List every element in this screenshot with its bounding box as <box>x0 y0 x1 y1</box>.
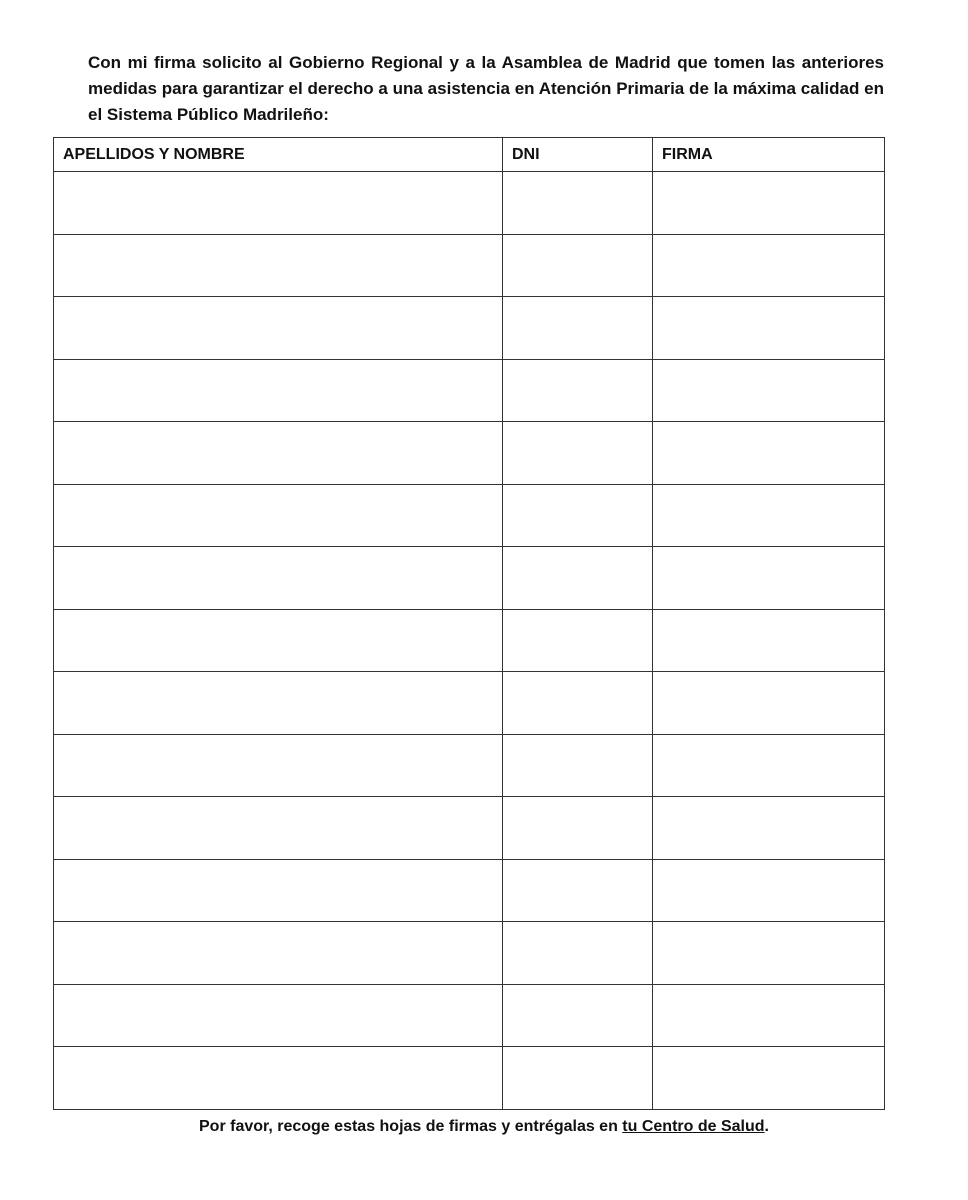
name-cell[interactable] <box>54 234 503 297</box>
name-cell[interactable] <box>54 672 503 735</box>
footer-instruction <box>0 1116 968 1138</box>
firma-cell[interactable] <box>653 797 885 860</box>
firma-cell[interactable] <box>653 422 885 485</box>
dni-cell[interactable] <box>503 797 653 860</box>
name-cell[interactable] <box>54 297 503 360</box>
footer-text: Por favor, recoge estas hojas de firmas y entrégalas en <box>199 1118 623 1135</box>
signature-row <box>54 922 885 985</box>
footer-period: . <box>764 1118 769 1135</box>
signature-row <box>54 484 885 547</box>
name-cell[interactable] <box>54 984 503 1047</box>
name-cell[interactable] <box>54 609 503 672</box>
dni-cell[interactable] <box>503 859 653 922</box>
name-cell[interactable] <box>54 484 503 547</box>
dni-cell[interactable] <box>503 1047 653 1110</box>
signature-row <box>54 172 885 235</box>
name-cell[interactable] <box>54 1047 503 1110</box>
firma-cell[interactable] <box>653 234 885 297</box>
signature-table <box>53 137 885 1110</box>
signature-row <box>54 547 885 610</box>
firma-cell[interactable] <box>653 672 885 735</box>
signature-rows <box>54 172 885 1110</box>
signature-row <box>54 359 885 422</box>
dni-cell[interactable] <box>503 984 653 1047</box>
signature-row <box>54 422 885 485</box>
name-cell[interactable] <box>54 359 503 422</box>
signature-row <box>54 797 885 860</box>
column-header-firma: FIRMA <box>653 138 885 172</box>
name-cell[interactable] <box>54 734 503 797</box>
signature-row <box>54 609 885 672</box>
dni-cell[interactable] <box>503 734 653 797</box>
signature-row <box>54 984 885 1047</box>
petition-statement-line-2: medidas para garantizar el derecho a una asistencia en Atención Primaria de la máxima calidad en <box>88 79 884 98</box>
signature-table-header-row <box>54 138 885 172</box>
name-cell[interactable] <box>54 547 503 610</box>
firma-cell[interactable] <box>653 547 885 610</box>
signature-row <box>54 734 885 797</box>
dni-cell[interactable] <box>503 172 653 235</box>
signature-row <box>54 234 885 297</box>
petition-statement-line-1: Con mi firma solicito al Gobierno Regional y a la Asamblea de Madrid que tomen las anteriores <box>88 53 884 72</box>
name-cell[interactable] <box>54 859 503 922</box>
firma-cell[interactable] <box>653 922 885 985</box>
dni-cell[interactable] <box>503 922 653 985</box>
signature-row <box>54 672 885 735</box>
dni-cell[interactable] <box>503 422 653 485</box>
firma-cell[interactable] <box>653 1047 885 1110</box>
name-cell[interactable] <box>54 797 503 860</box>
signature-row <box>54 1047 885 1110</box>
dni-cell[interactable] <box>503 297 653 360</box>
signature-row <box>54 297 885 360</box>
health-center-text: tu Centro de Salud <box>622 1118 765 1135</box>
dni-cell[interactable] <box>503 234 653 297</box>
firma-cell[interactable] <box>653 609 885 672</box>
column-header-dni: DNI <box>503 138 653 172</box>
name-cell[interactable] <box>54 922 503 985</box>
dni-cell[interactable] <box>503 484 653 547</box>
dni-cell[interactable] <box>503 547 653 610</box>
dni-cell[interactable] <box>503 609 653 672</box>
petition-statement-line-3: el Sistema Público Madrileño: <box>88 105 329 124</box>
firma-cell[interactable] <box>653 484 885 547</box>
signature-row <box>54 859 885 922</box>
petition-statement <box>88 50 884 128</box>
name-cell[interactable] <box>54 422 503 485</box>
name-cell[interactable] <box>54 172 503 235</box>
firma-cell[interactable] <box>653 297 885 360</box>
firma-cell[interactable] <box>653 359 885 422</box>
firma-cell[interactable] <box>653 734 885 797</box>
dni-cell[interactable] <box>503 359 653 422</box>
firma-cell[interactable] <box>653 859 885 922</box>
firma-cell[interactable] <box>653 984 885 1047</box>
firma-cell[interactable] <box>653 172 885 235</box>
dni-cell[interactable] <box>503 672 653 735</box>
column-header-name: APELLIDOS Y NOMBRE <box>54 138 503 172</box>
